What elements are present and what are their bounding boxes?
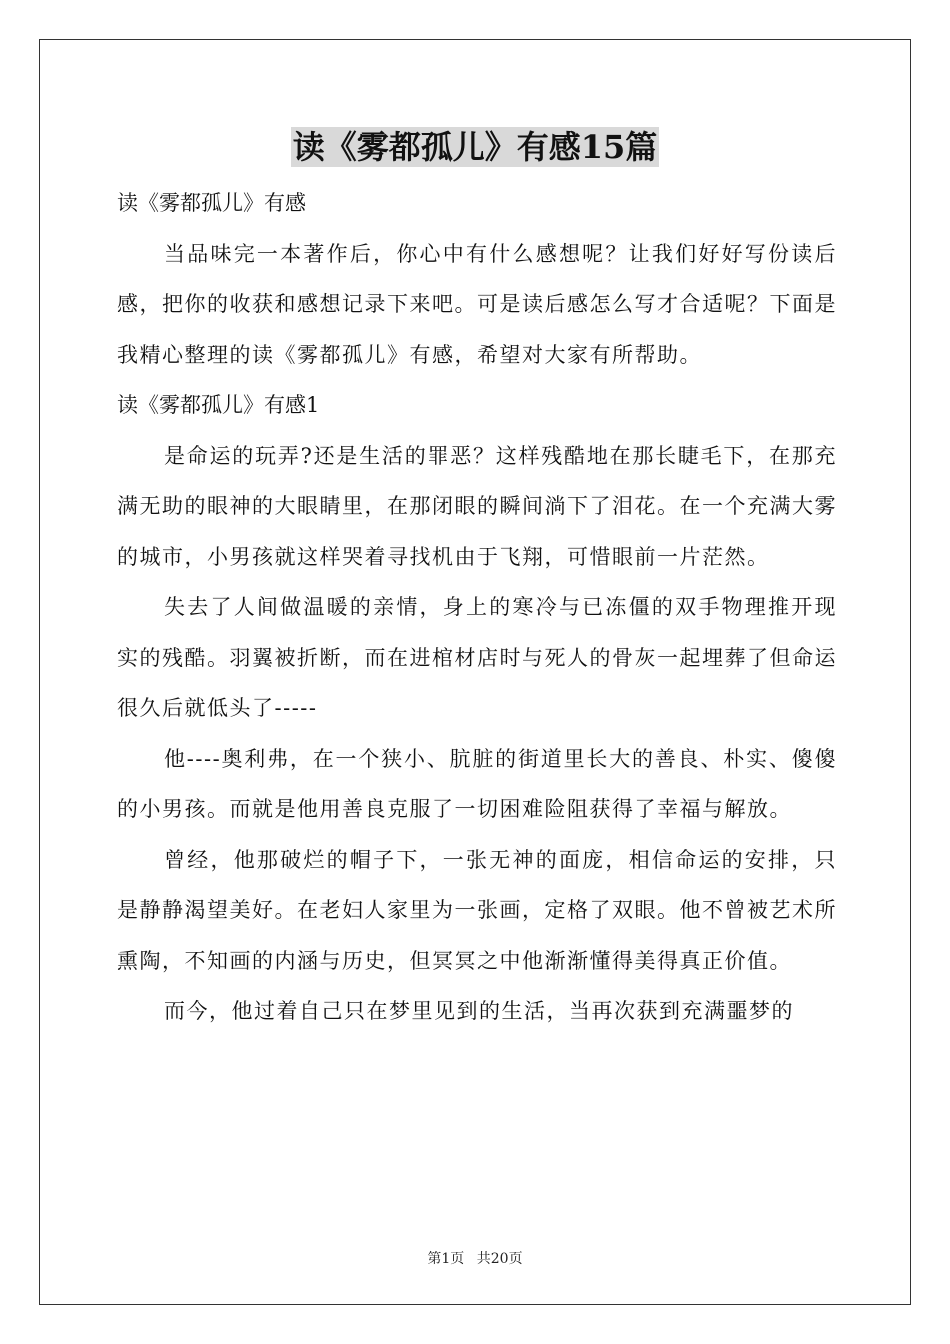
body-paragraph: 曾经，他那破烂的帽子下，一张无神的面庞，相信命运的安排，只是静静渴望美好。在老妇人家里为一张画，定格了双眼。他不曾被艺术所熏陶，不知画的内涵与历史，但冥冥之中他渐渐懂得美得真正价值。 (117, 847, 837, 973)
intro-paragraph: 当品味完一本著作后，你心中有什么感想呢？让我们好好写份读后感，把你的收获和感想记录下来吧。可是读后感怎么写才合适呢？下面是我精心整理的读《雾都孤儿》有感，希望对大家有所帮助。 (117, 241, 837, 367)
body-paragraph: 他----奥利弗，在一个狭小、肮脏的街道里长大的善良、朴实、傻傻的小男孩。而就是他用善良克服了一切困难险阻获得了幸福与解放。 (117, 746, 837, 821)
document-subtitle: 读《雾都孤儿》有感 (117, 191, 306, 215)
body-paragraph: 是命运的玩弄?还是生活的罪恶？这样残酷地在那长睫毛下，在那充满无助的眼神的大眼睛里，在那闭眼的瞬间淌下了泪花。在一个充满大雾的城市，小男孩就这样哭着寻找机由于飞翔，可惜眼前一片茫然。 (117, 443, 837, 569)
document-title: 读《雾都孤儿》有感15篇 (292, 128, 658, 166)
document-body (117, 178, 837, 1037)
section-heading: 读《雾都孤儿》有感1 (117, 393, 320, 417)
page-number: 第1页 (427, 1251, 465, 1267)
body-paragraph: 而今，他过着自己只在梦里见到的生活，当再次获到充满噩梦的 (164, 999, 794, 1023)
title-container (0, 127, 950, 167)
body-paragraph: 失去了人间做温暖的亲情，身上的寒冷与已冻僵的双手物理推开现实的残酷。羽翼被折断，而在进棺材店时与死人的骨灰一起埋葬了但命运很久后就低头了----- (117, 595, 837, 720)
page-total: 共20页 (476, 1251, 523, 1267)
page-footer (0, 1248, 950, 1268)
